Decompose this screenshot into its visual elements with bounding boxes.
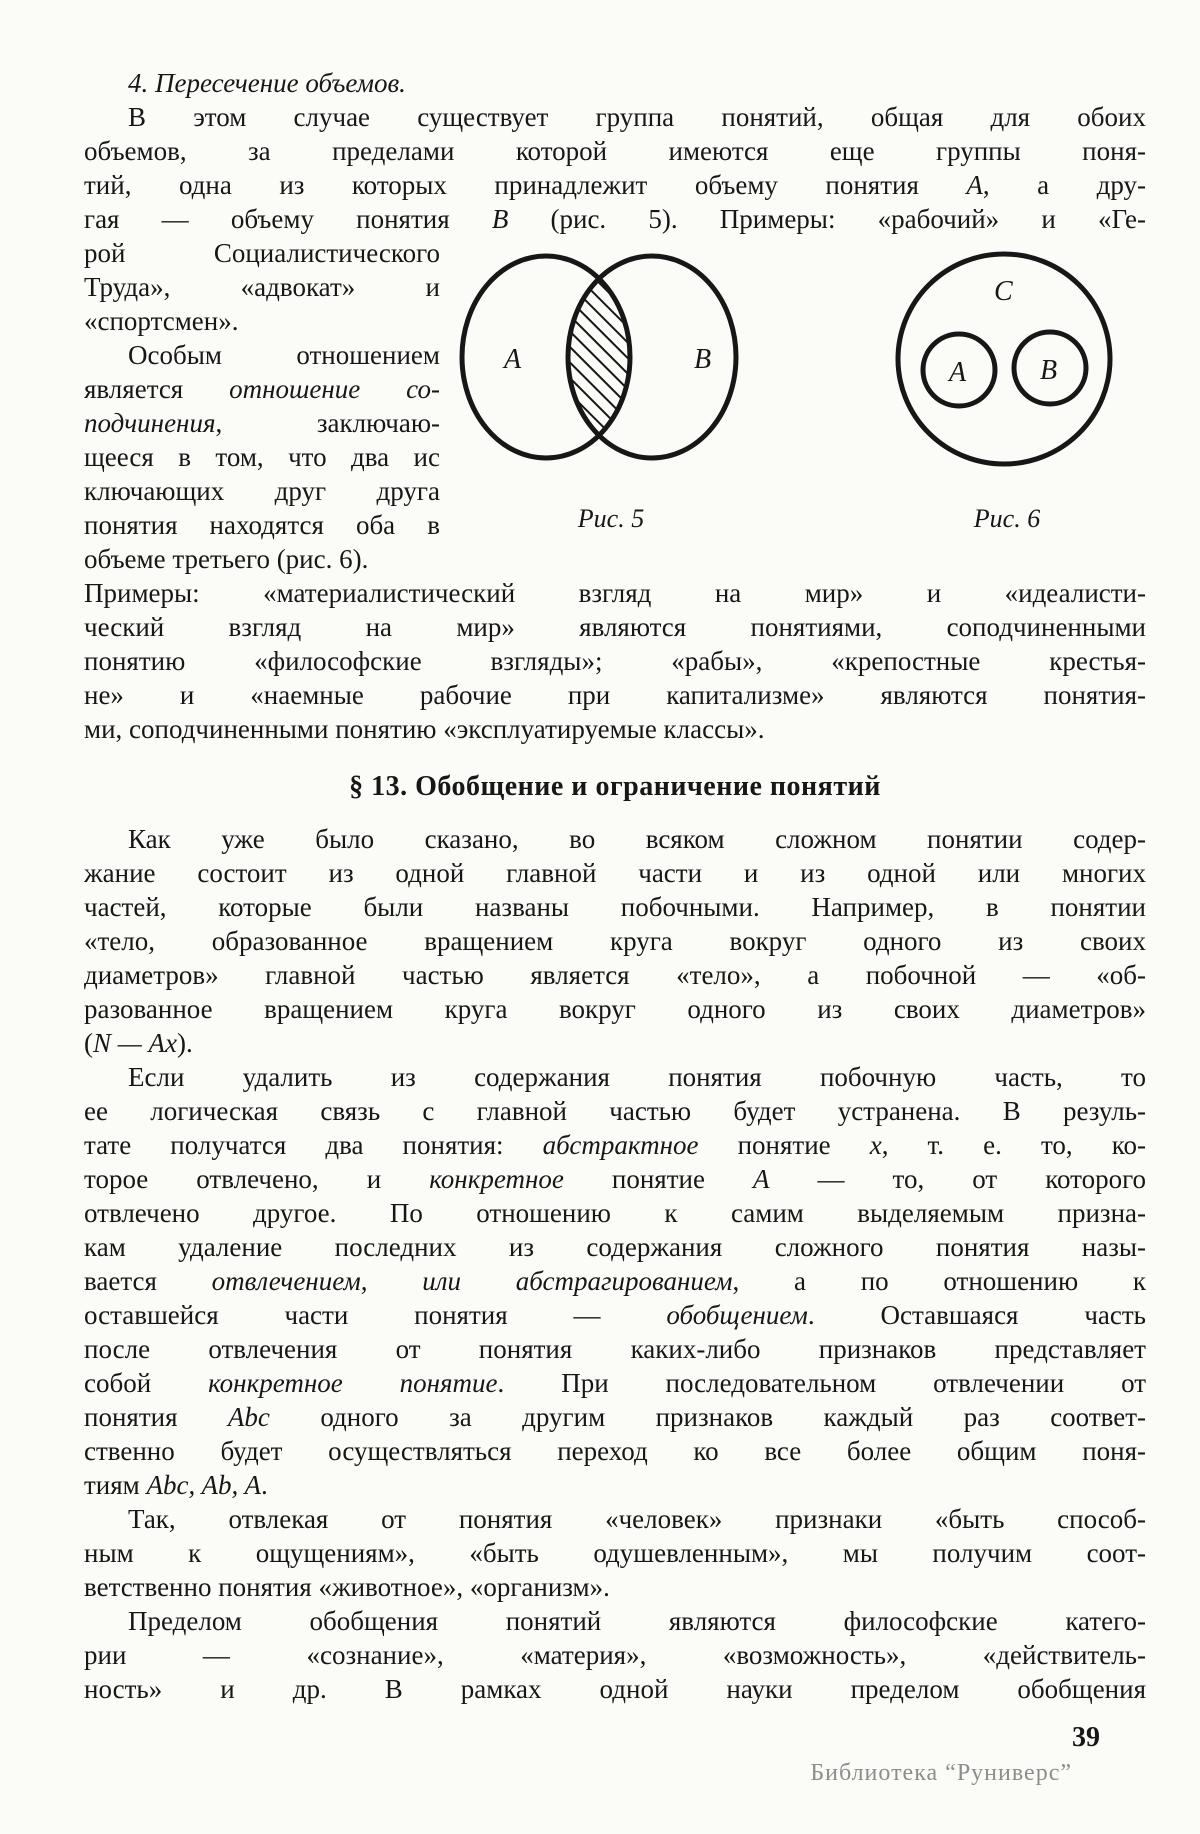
inner-circle-b-label: В — [1040, 355, 1058, 386]
text-line: рой Социалистического — [84, 238, 440, 268]
text-line: ность» и др. В рамках одной науки пределом обобщения — [84, 1674, 1146, 1704]
text-line: диаметров» главной частью является «тело», а побочной — «об- — [84, 960, 1146, 990]
venn-intersection-diagram — [456, 250, 788, 464]
text-line: Если удалить из содержания понятия побочную часть, то — [128, 1062, 1146, 1092]
page-number: 39 — [1072, 1722, 1100, 1753]
text-line: является отношение со- — [84, 374, 440, 404]
venn-coordination-diagram — [892, 250, 1116, 468]
inner-circle-a-label: А — [949, 357, 967, 388]
figure-6-caption: Рис. 6 — [973, 504, 1041, 533]
venn-diagrams-figure — [440, 236, 1146, 566]
text-line: собой конкретное понятие. При последовательном отвлечении от — [84, 1368, 1147, 1398]
text-line: оставшейся части понятия — обобщением. Оставшаяся часть — [84, 1300, 1146, 1330]
text-line: не» и «наемные рабочие при капитализме» являются понятия- — [84, 680, 1146, 710]
text-line: В этом случае существует группа понятий, общая для обоих — [128, 102, 1146, 132]
text-line: щееся в том, что два ис — [84, 442, 440, 472]
section-heading: § 13. Обобщение и ограничение понятий — [349, 771, 881, 802]
text-line: ческий взгляд на мир» являются понятиями, соподчиненными — [84, 612, 1146, 642]
text-line: кам удаление последних из содержания сложного понятия назы- — [84, 1232, 1146, 1262]
text-line: вается отвлечением, или абстрагированием, а по отношению к — [84, 1266, 1146, 1296]
library-watermark: Библиотека “Руниверс” — [810, 1760, 1072, 1786]
paragraph-limits — [84, 1604, 1146, 1706]
circle-b-label: В — [694, 344, 712, 375]
text-line: после отвлечения от понятия каких-либо признаков представляет — [84, 1334, 1146, 1364]
text-line: (N — Ах). — [84, 1028, 193, 1058]
text-line: Труда», «адвокат» и — [84, 272, 440, 302]
text-line: объеме третьего (рис. 6). — [84, 544, 369, 574]
text-line: понятию «философские взгляды»; «рабы», «крепостные крестья- — [84, 646, 1146, 676]
text-line: ственно будет осуществляться переход ко все более общим поня- — [84, 1436, 1146, 1466]
text-line: объемов, за пределами которой имеются еще группы поня- — [84, 136, 1146, 166]
text-line: жание состоит из одной главной части и из одной или многих — [84, 858, 1146, 888]
circle-a-label: А — [504, 344, 522, 375]
text-line: разованное вращением круга вокруг одного из своих диаметров» — [84, 994, 1146, 1024]
paragraph-abstraction — [84, 1060, 1146, 1502]
text-line: тий, одна из которых принадлежит объему понятия А, а дру- — [84, 170, 1146, 200]
text-line: «спортсмен». — [84, 306, 239, 336]
text-line: ключающих друг друга — [84, 476, 440, 506]
text-line: Так, отвлекая от понятия «человек» признаки «быть способ- — [128, 1504, 1146, 1534]
text-line: тате получатся два понятия: абстрактное понятие х, т. е. то, ко- — [84, 1130, 1146, 1160]
paragraph-intro — [84, 100, 1146, 236]
figures-row — [440, 236, 1146, 468]
text-line: понятия находятся оба в — [84, 510, 440, 540]
outer-circle-c-label: С — [994, 276, 1013, 307]
text-line: гая — объему понятия В (рис. 5). Примеры: «рабочий» и «Ге- — [84, 204, 1146, 234]
text-line: понятия Abc одного за другим признаков каждый раз соответ- — [84, 1402, 1146, 1432]
text-line: 4. Пересечение объемов. — [128, 68, 406, 98]
item-heading — [84, 66, 1146, 100]
text-line: Пределом обобщения понятий являются философские катего- — [128, 1606, 1146, 1636]
text-line: рии — «сознание», «материя», «возможность», «действитель- — [84, 1640, 1146, 1670]
text-line: ми, соподчиненными понятию «эксплуатируемые классы». — [84, 714, 765, 744]
text-line: частей, которые были названы побочными. Например, в понятии — [84, 892, 1146, 922]
text-line: «тело, образованное вращением круга вокруг одного из своих — [84, 926, 1146, 956]
paragraph-complex-concepts — [84, 822, 1146, 1060]
figure-5-caption: Рис. 5 — [577, 504, 645, 533]
figure-wrap-section — [84, 236, 1146, 746]
text-line: тиям Abc, Ab, A. — [84, 1470, 268, 1500]
text-line: отвлечено другое. По отношению к самим выделяемым призна- — [84, 1198, 1146, 1228]
paragraph-example — [84, 1502, 1146, 1604]
text-line: торое отвлечено, и конкретное понятие А — то, от которого — [84, 1164, 1146, 1194]
text-line: ее логическая связь с главной частью будет устранена. В резуль- — [84, 1096, 1146, 1126]
text-line: Как уже было сказано, во всяком сложном понятии содер- — [128, 824, 1146, 854]
text-line: ным к ощущениям», «быть одушевленным», мы получим соот- — [84, 1538, 1146, 1568]
text-column — [84, 66, 1146, 1706]
text-line: подчинения, заключаю- — [84, 408, 440, 438]
text-line: Примеры: «материалистический взгляд на мир» и «идеалисти- — [84, 578, 1146, 608]
text-line: Особым отношением — [128, 340, 440, 370]
text-line: ветственно понятия «животное», «организм». — [84, 1572, 610, 1602]
paragraph-continuation — [84, 576, 1146, 746]
